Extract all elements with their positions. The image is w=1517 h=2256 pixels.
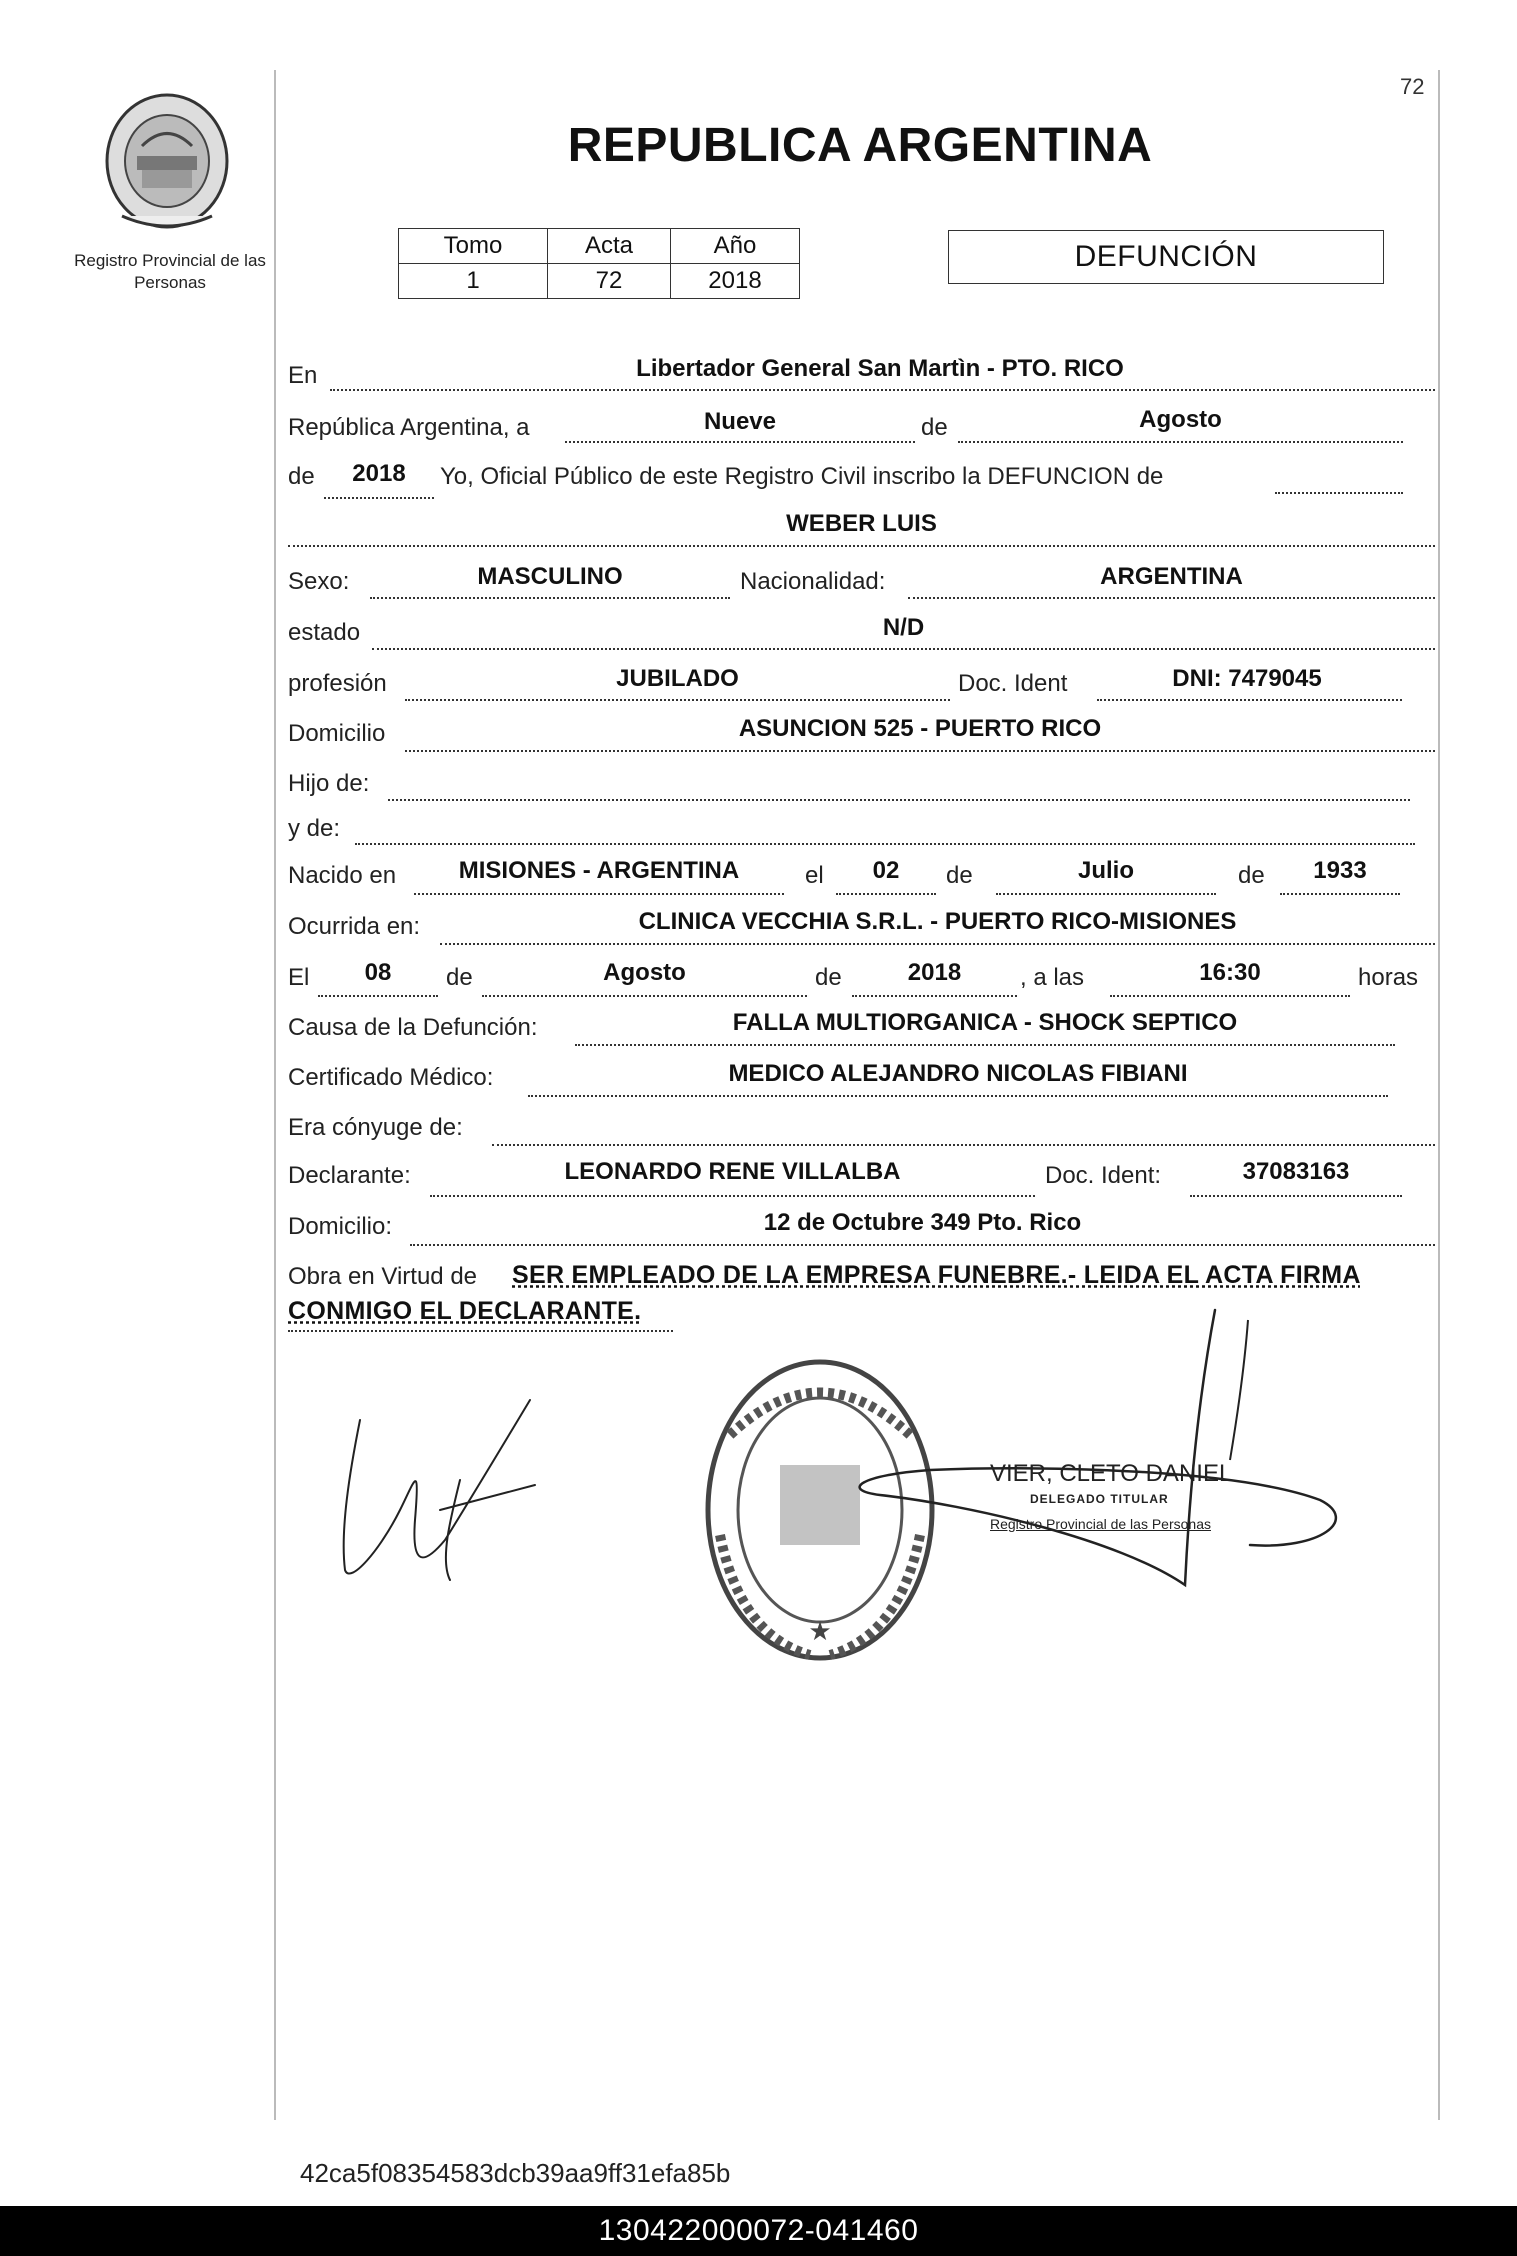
line-hijo-de [388,799,1410,801]
record-value-tomo: 1 [399,264,548,299]
record-header-tomo: Tomo [399,229,548,264]
line-def-mes [482,995,807,997]
value-doc-ident: DNI: 7479045 [1172,665,1322,692]
label-doc-ident-2: Doc. Ident: [1045,1162,1162,1189]
label-doc-ident: Doc. Ident [958,670,1068,697]
value-nac-anio: 1933 [1313,857,1367,884]
value-nac-dia: 02 [872,857,900,884]
label-nacionalidad: Nacionalidad: [740,568,886,595]
value-obra-texto-1: SER EMPLEADO DE LA EMPRESA FUNEBRE.- LEIDA EL ACTA FIRMA [512,1261,1361,1289]
line-nac-dia [836,893,936,895]
label-el: el [805,862,824,889]
officer-title: DELEGADO TITULAR [1030,1492,1169,1506]
value-anio-inscripcion: 2018 [352,460,406,487]
line-estado [372,648,1435,650]
right-margin-line [1438,70,1440,2120]
value-declarante-doc: 37083163 [1242,1158,1350,1185]
label-yo-oficial: Yo, Oficial Público de este Registro Civil inscribo la DEFUNCION de [440,463,1164,490]
line-nacionalidad [908,597,1435,599]
registry-name: Registro Provincial de las Personas [74,251,266,292]
record-table-header-row [399,229,800,264]
record-type-box: DEFUNCIÓN [948,230,1384,284]
document-hash: 42ca5f08354583dcb39aa9ff31efa85b [300,2158,731,2188]
line-dia-inscripcion [565,441,915,443]
label-de-3: de [946,862,973,889]
label-de-5: de [446,964,473,991]
line-nac-anio [1280,893,1400,895]
label-sexo: Sexo: [288,568,350,595]
value-def-dia: 08 [364,959,392,986]
line-nac-mes [996,893,1216,895]
line-doc-ident [1097,699,1402,701]
value-mes-inscripcion: Agosto [1139,406,1222,433]
value-certificado: MEDICO ALEJANDRO NICOLAS FIBIANI [728,1060,1188,1087]
record-value-anio: 2018 [671,264,800,299]
svg-text:★: ★ [808,1617,832,1647]
value-estado: N/D [882,614,925,641]
line-def-anio [852,995,1017,997]
label-causa: Causa de la Defunción: [288,1014,538,1041]
line-certificado [528,1095,1388,1097]
officer-registry: Registro Provincial de las Personas [990,1516,1211,1532]
officer-signature-icon [820,1300,1360,1605]
value-declarante-domicilio: 12 de Octubre 349 Pto. Rico [763,1209,1082,1236]
label-de-2: de [288,463,315,490]
label-de-6: de [815,964,842,991]
record-header-acta: Acta [548,229,671,264]
line-nacido-en [414,893,784,895]
label-en: En [288,362,318,389]
label-hijo-de: Hijo de: [288,770,370,797]
value-domicilio: ASUNCION 525 - PUERTO RICO [738,715,1102,742]
line-declarante [430,1195,1035,1197]
line-declarante-domicilio [410,1244,1435,1246]
line-nombre [288,545,1435,547]
label-conyuge: Era cónyuge de: [288,1114,463,1141]
record-value-acta: 72 [548,264,671,299]
label-domicilio-2: Domicilio: [288,1213,393,1240]
label-certificado: Certificado Médico: [288,1064,494,1091]
page-number: 72 [1400,74,1425,99]
line-def-hora [1110,995,1350,997]
label-domicilio: Domicilio [288,720,386,747]
label-y-de: y de: [288,815,341,842]
line-obra-end [288,1330,673,1332]
label-a-las: , a las [1020,964,1085,991]
line-lugar [330,389,1435,391]
value-dia-inscripcion: Nueve [703,408,777,435]
line-causa [575,1044,1395,1046]
label-republica: República Argentina, a [288,414,530,441]
value-causa: FALLA MULTIORGANICA - SHOCK SEPTICO [732,1009,1238,1036]
value-declarante: LEONARDO RENE VILLALBA [564,1158,901,1185]
line-sexo [370,597,730,599]
line-ocurrida-en [440,943,1435,945]
value-def-anio: 2018 [907,959,962,986]
value-sexo: MASCULINO [477,563,623,590]
barcode-strip: 130422000072-041460 [0,2206,1517,2256]
label-de-4: de [1238,862,1265,889]
record-table [398,228,800,299]
line-anio-inscripcion [324,497,434,499]
record-header-anio: Año [671,229,800,264]
line-yo-oficial-end [1275,492,1403,494]
value-def-hora: 16:30 [1199,959,1261,986]
line-profesion [405,699,950,701]
label-horas: horas [1358,964,1419,991]
value-nac-mes: Julio [1077,857,1134,884]
label-declarante: Declarante: [288,1162,411,1189]
record-table-value-row [399,264,800,299]
value-profesion: JUBILADO [616,665,739,692]
line-conyuge [492,1144,1435,1146]
label-de-1: de [921,414,948,441]
document-title: REPUBLICA ARGENTINA [567,119,1153,172]
label-ocurrida-en: Ocurrida en: [288,913,421,940]
label-obra: Obra en Virtud de [288,1263,478,1290]
officer-name: VIER, CLETO DANIEL [990,1460,1233,1487]
line-def-dia [318,995,438,997]
value-def-mes: Agosto [603,959,686,986]
value-lugar: Libertador General San Martìn - PTO. RICO [636,355,1124,382]
line-y-de [355,843,1415,845]
label-el-cap: El [288,964,310,991]
line-declarante-doc [1190,1195,1402,1197]
declarant-signature-icon [320,1390,560,1605]
line-mes-inscripcion [958,441,1403,443]
label-estado: estado [288,619,361,646]
value-ocurrida-en: CLINICA VECCHIA S.R.L. - PUERTO RICO-MISIONES [638,908,1237,935]
value-nacido-en: MISIONES - ARGENTINA [458,857,740,884]
value-nombre: WEBER LUIS [786,510,937,537]
value-nacionalidad: ARGENTINA [1100,563,1243,590]
left-margin-line [274,70,276,2120]
label-nacido-en: Nacido en [288,862,397,889]
value-obra-texto-2: CONMIGO EL DECLARANTE. [288,1297,642,1325]
line-domicilio [405,750,1435,752]
label-profesion: profesión [288,670,387,697]
